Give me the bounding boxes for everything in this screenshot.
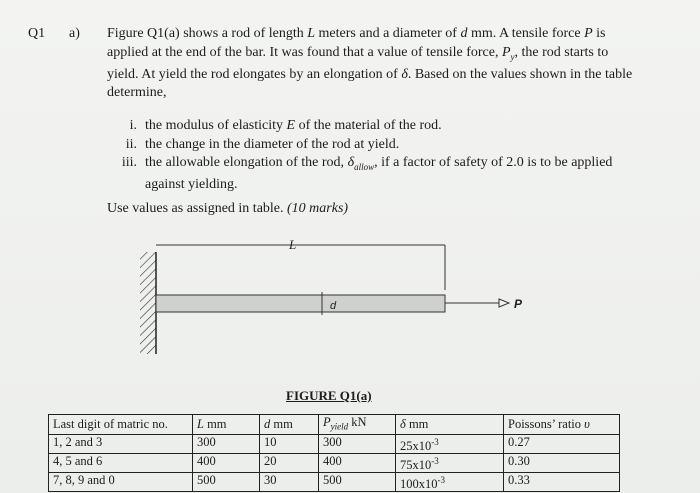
table-cell: 0.33 <box>504 472 620 491</box>
table-header-row <box>49 415 620 435</box>
force-arrow-head <box>499 299 509 307</box>
table-row <box>49 453 620 472</box>
item-text: the allowable elongation of the rod, $\delta_{allow}$, if a factor of safety of 2.0 is to be applied against yielding. <box>145 155 613 193</box>
header-cell: δ mm <box>396 415 504 435</box>
rod <box>156 295 445 312</box>
table-row <box>49 472 620 491</box>
question-intro: Figure Q1(a) shows a rod of length L meters and a diameter of d mm. A tensile force P is applied at the end of the bar. It was found that a value of tensile force, $P_y$, the rod starts to yield. At yield the rod elongates by an elongation of δ. Based on the values shown in the table determine, <box>107 26 633 101</box>
marks-text: (10 marks) <box>287 201 349 216</box>
table-cell: 30 <box>260 472 319 491</box>
header-cell: $P_{yield}$ kN <box>319 415 396 435</box>
instruction-text: Use values as assigned in table. <box>107 201 284 216</box>
table-cell: 7, 8, 9 and 0 <box>49 472 193 491</box>
header-cell: d mm <box>260 415 319 435</box>
figure-caption: FIGURE Q1(a) <box>286 388 372 403</box>
header-cell: Poissons’ ratio υ <box>504 415 620 435</box>
header-cell: L mm <box>193 415 260 435</box>
table-cell: $25x10^{-3}$ <box>396 434 504 453</box>
table-cell: $100x10^{-3}$ <box>396 472 504 491</box>
question-part: a) <box>69 26 80 41</box>
table-cell: 0.30 <box>504 453 620 472</box>
table-cell: 400 <box>319 453 396 472</box>
table-cell: 4, 5 and 6 <box>49 453 193 472</box>
length-label: L <box>289 237 297 252</box>
item-text: the change in the diameter of the rod at yield. <box>145 136 400 152</box>
table-cell: 500 <box>193 472 260 491</box>
table-cell: $75x10^{-3}$ <box>396 453 504 472</box>
table-cell: 0.27 <box>504 434 620 453</box>
item-number: ii. <box>125 136 137 152</box>
table-cell: 500 <box>319 472 396 491</box>
table-row <box>49 434 620 453</box>
table-cell: 300 <box>319 434 396 453</box>
header-cell: Last digit of matric no. <box>49 415 193 435</box>
wall-hatching <box>140 252 156 354</box>
table-cell: 1, 2 and 3 <box>49 434 193 453</box>
table-cell: 400 <box>193 453 260 472</box>
item-number: i. <box>129 118 137 133</box>
diameter-label: d <box>330 300 337 312</box>
item-text: the modulus of elasticity E of the material of the rod. <box>145 118 442 133</box>
question-number: Q1 <box>28 26 46 41</box>
table-cell: 300 <box>193 434 260 453</box>
table-cell: 10 <box>260 434 319 453</box>
table-cell: 20 <box>260 453 319 472</box>
force-label: P <box>514 297 523 311</box>
values-table <box>48 414 620 492</box>
item-number: iii. <box>121 155 137 170</box>
